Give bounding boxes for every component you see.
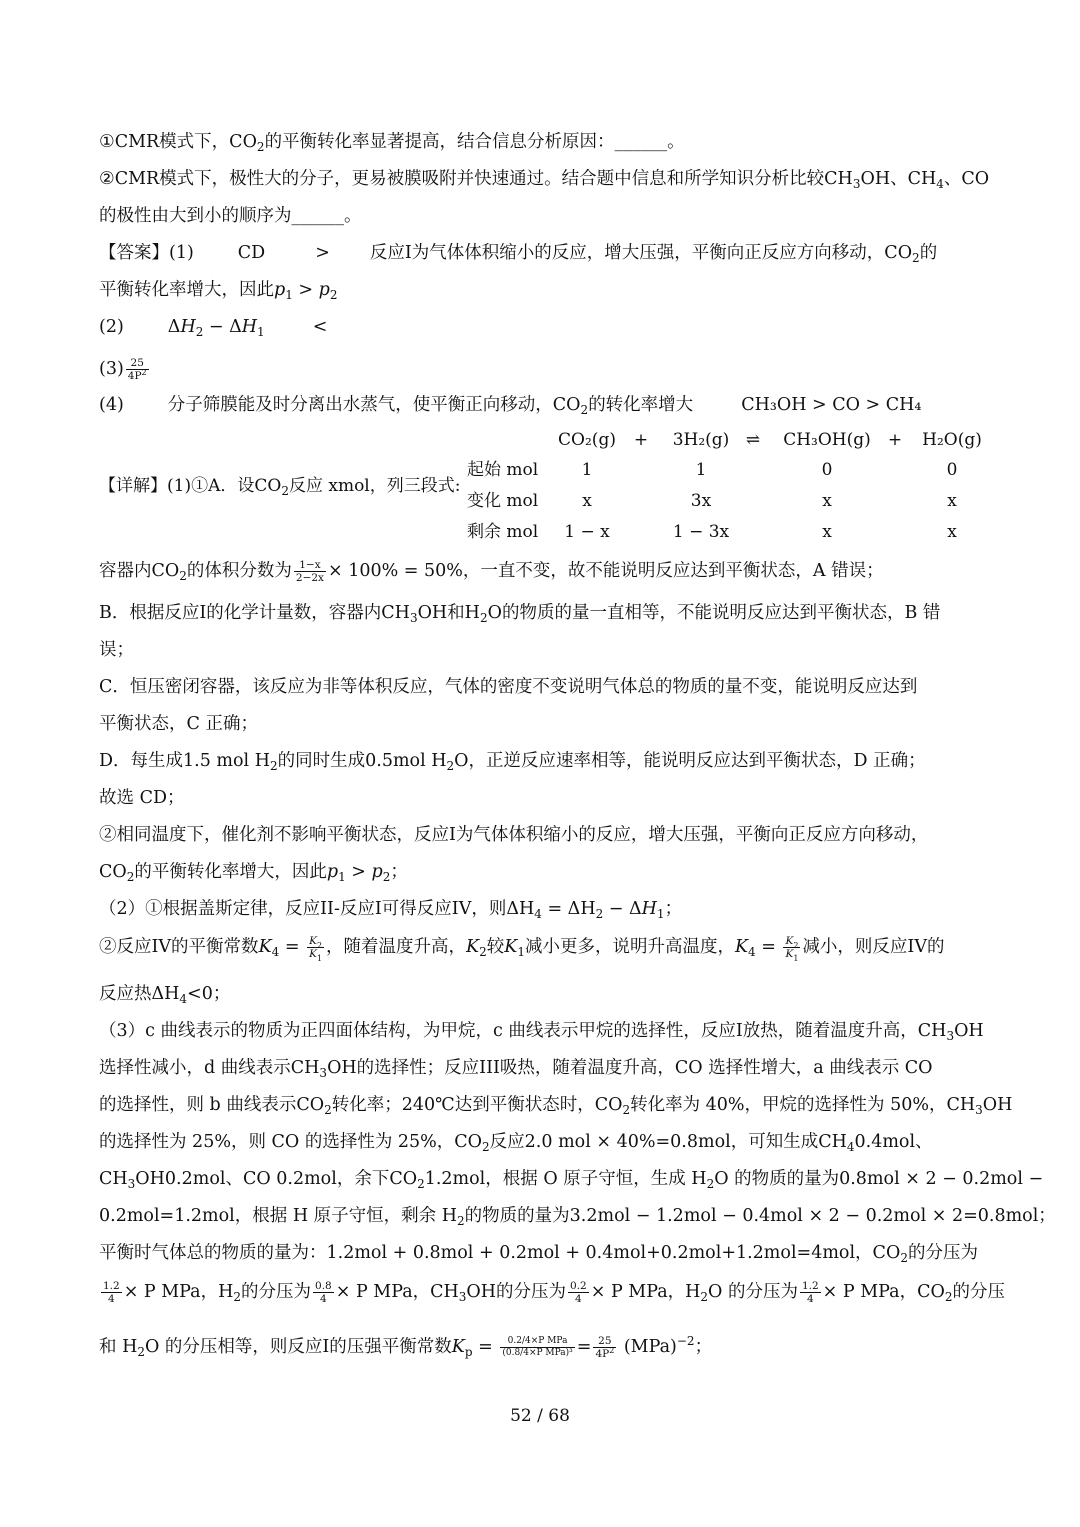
detail-line-10: （2）①根据盖斯定律，反应II-反应I可得反应IV，则$\Delta H_4 = \Delta H_2 - \Delta H_1$； bbox=[99, 899, 683, 921]
detail-line-21: 和 $H_2O$ 的分压相等，则反应I的压强平衡常数$K_p$ = $\frac{\text{0.2/4×P MPa}}{\text{(0.8/4×P MPa)³}}$ = $\frac{25}{4P^2}$ (MPa)$^{-2}$； bbox=[99, 1334, 713, 1360]
detail-line-18: 0.2mol=1.2mol，根据 H 原子守恒，剩余 $H_2$的物质的量为3.2mol − 1.2mol − 0.4mol × 2 − 0.2mol × 2=0.8mol； bbox=[99, 1206, 1056, 1228]
detail-line-20: $\frac{1.2}{4}$ × P MPa，$H_2$的分压为 $\frac{0.8}{4}$ × P MPa，$CH_3OH$的分压为 $\frac{0.2}{4}$ × P MPa，$H_2O$ 的分压为 $\frac{1.2}{4}$ × P MPa，$CO_2$的分压 bbox=[103, 1280, 1005, 1305]
equation-term: + bbox=[887, 430, 903, 450]
detail-line-15: 的选择性，则 b 曲线表示$CO_2$转化率；240℃达到平衡状态时，$CO_2$转化率为 40%，甲烷的选择性为 50%，$CH_3OH$ bbox=[99, 1095, 1013, 1117]
equation-term: H₂O(g) bbox=[922, 430, 982, 450]
table-cell: 1 bbox=[695, 460, 707, 480]
answer-line-5: (4) 分子筛膜能及时分离出水蒸气，使平衡正向移动，$CO_2$的转化率增大 CH₃OH > CO > CH₄ bbox=[99, 395, 922, 417]
detail-line-11: ②反应IV的平衡常数$K_4$ = $\frac{K_2}{K_1}$ ，随着温度升高，$K_2$较$K_1$减小更多，说明升高温度，$K_4$ = $\frac{K_2}{K_1}$ 减小，则反应IV的 bbox=[99, 935, 945, 963]
question-line-2: ②CMR模式下，极性大的分子，更易被膜吸附并快速通过。结合题中信息和所学知识分析比较$CH_3OH$、$CH_4$、CO bbox=[99, 169, 990, 191]
detail-line-5: 平衡状态，C 正确； bbox=[99, 714, 258, 734]
detail-line-3: 误； bbox=[99, 640, 134, 660]
equation-term: ⇌ bbox=[745, 430, 761, 450]
detail-line-16: 的选择性为 25%，则 CO 的选择性为 25%，$CO_2$反应2.0 mol × 40%=0.8mol，可知生成$CH_40.4mol$、 bbox=[99, 1132, 933, 1154]
table-cell: 0 bbox=[946, 460, 958, 480]
question-line-3: 的极性由大到小的顺序为______。 bbox=[99, 206, 362, 226]
page-number: 52 / 68 bbox=[510, 1406, 570, 1426]
detail-line-9: $CO_2$的平衡转化率增大，因此$p_1 > p_2$； bbox=[99, 862, 408, 884]
equation-term: CO₂(g) bbox=[558, 430, 616, 450]
detail-line-1: 容器内$CO_2$的体积分数为 $\frac{1-x}{2-2x}$ × 100% = 50%，一直不变，故不能说明反应达到平衡状态，A 错误； bbox=[99, 559, 884, 584]
table-row-label: 起始 mol bbox=[467, 460, 539, 480]
detail-line-14: 选择性减小，d 曲线表示$CH_3OH$的选择性；反应III吸热，随着温度升高，CO 选择性增大，a 曲线表示 CO bbox=[99, 1058, 933, 1080]
answer-blank: ______ bbox=[614, 132, 668, 152]
table-cell: x bbox=[947, 522, 957, 542]
table-cell: 1 bbox=[581, 460, 593, 480]
detail-line-17: $CH_3OH0.2mol$、CO 0.2mol，余下$CO_21.2mol$，根据 O 原子守恒，生成 $H_2O$ 的物质的量为0.8mol × 2 − 0.2mol − bbox=[99, 1169, 1044, 1191]
detail-line-4: C．恒压密闭容器，该反应为非等体积反应，气体的密度不变说明气体总的物质的量不变，能说明反应达到 bbox=[99, 677, 918, 697]
answer-line-3: (2) $\Delta H_2 - \Delta H_1$ < bbox=[99, 317, 328, 339]
equation-term: CH₃OH(g) bbox=[783, 430, 871, 450]
detail-line-7: 故选 CD； bbox=[99, 788, 185, 808]
answer-3-fraction: $\frac{25}{4P^2}$ bbox=[127, 357, 147, 382]
table-cell: x bbox=[822, 491, 832, 511]
answer-line-4: (3) $\frac{25}{4P^2}$ bbox=[99, 357, 147, 382]
table-cell: 0 bbox=[821, 460, 833, 480]
table-cell: x bbox=[822, 522, 832, 542]
answer-line-2: 平衡转化率增大，因此$p_1 > p_2$ bbox=[99, 280, 338, 302]
question-line-1: ①CMR模式下，$CO_2$的平衡转化率显著提高，结合信息分析原因：______。 bbox=[99, 132, 685, 154]
answer-label: 【答案】 bbox=[99, 243, 169, 263]
table-cell: 1 − x bbox=[564, 522, 610, 542]
detail-line-19: 平衡时气体总的物质的量为：1.2mol + 0.8mol + 0.2mol + 0.4mol+0.2mol+1.2mol=4mol，$CO_2$的分压为 bbox=[99, 1243, 978, 1265]
table-cell: 1 − 3x bbox=[672, 522, 730, 542]
equation-term: 3H₂(g) bbox=[672, 430, 730, 450]
detail-line-8: ②相同温度下，催化剂不影响平衡状态，反应I为气体体积缩小的反应，增大压强，平衡向正反应方向移动， bbox=[99, 825, 929, 845]
table-row-label: 变化 mol bbox=[467, 491, 539, 511]
detail-label: 【详解】 bbox=[99, 476, 167, 496]
answer-line-1: 【答案】(1) CD > 反应I为气体体积缩小的反应，增大压强，平衡向正反应方向移动，$CO_2$的 bbox=[99, 243, 938, 265]
ice-table bbox=[99, 428, 989, 544]
detail-line-12: 反应热$\Delta H_4<0$； bbox=[99, 984, 231, 1006]
table-cell: x bbox=[947, 491, 957, 511]
table-cell: x bbox=[582, 491, 592, 511]
table-cell: 3x bbox=[690, 491, 712, 511]
answer-blank: ______ bbox=[291, 206, 344, 226]
detail-line-13: （3）c 曲线表示的物质为正四面体结构，为甲烷，c 曲线表示甲烷的选择性，反应I放热，随着温度升高，$CH_3OH$ bbox=[99, 1021, 984, 1043]
equation-term: + bbox=[633, 430, 649, 450]
detail-line-6: D．每生成1.5 mol $H_2$的同时生成0.5mol $H_2O$，正逆反应速率相等，能说明反应达到平衡状态，D 正确； bbox=[99, 751, 926, 773]
detail-intro: 【详解】(1)①A．设$CO_2$反应 xmol，列三段式: bbox=[99, 476, 461, 498]
detail-line-2: B．根据反应I的化学计量数，容器内$CH_3OH$和$H_2O$的物质的量一直相等，不能说明反应达到平衡状态，B 错 bbox=[99, 603, 941, 625]
table-row-label: 剩余 mol bbox=[467, 522, 539, 542]
